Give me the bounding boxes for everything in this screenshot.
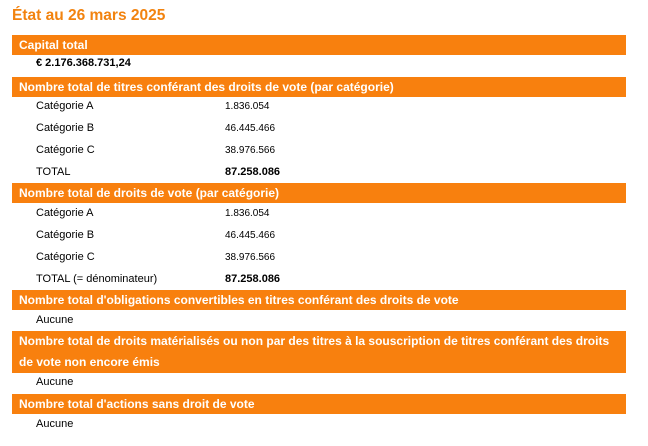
titres-row-value: 46.445.466 (225, 123, 276, 134)
obligations-value: Aucune (36, 314, 74, 326)
materialises-value: Aucune (36, 376, 74, 388)
section-header-materialises: Nombre total de droits matérialisés ou non par des titres à la souscription de titres conférant des droits de vote non encore émis (12, 331, 626, 373)
titres-row-value: 38.976.566 (225, 145, 276, 156)
titres-row-label: Catégorie B (36, 122, 95, 134)
droits-row-value: 46.445.466 (225, 230, 276, 241)
droits-row-value: 1.836.054 (225, 208, 270, 219)
droits-total-label: TOTAL (= dénominateur) (36, 273, 158, 285)
section-header-obligations: Nombre total d'obligations convertibles en titres conférant des droits de vote (12, 290, 626, 310)
section-header-sans-droit: Nombre total d'actions sans droit de vote (12, 394, 626, 414)
sans-droit-value: Aucune (36, 418, 74, 430)
section-header-titres: Nombre total de titres conférant des droits de vote (par catégorie) (12, 77, 626, 97)
titres-total-value: 87.258.086 (225, 166, 281, 178)
droits-total-value: 87.258.086 (225, 273, 281, 285)
titres-row-label: Catégorie A (36, 100, 94, 112)
capital-value: € 2.176.368.731,24 (36, 57, 131, 69)
section-header-capital: Capital total (12, 35, 626, 55)
droits-row-label: Catégorie B (36, 229, 95, 241)
droits-row-value: 38.976.566 (225, 252, 276, 263)
droits-row-label: Catégorie A (36, 207, 94, 219)
droits-row-label: Catégorie C (36, 251, 95, 263)
titres-row-value: 1.836.054 (225, 101, 270, 112)
titres-total-label: TOTAL (36, 166, 71, 178)
section-header-droits: Nombre total de droits de vote (par catégorie) (12, 183, 626, 203)
page-title: État au 26 mars 2025 (12, 7, 166, 24)
titres-row-label: Catégorie C (36, 144, 95, 156)
